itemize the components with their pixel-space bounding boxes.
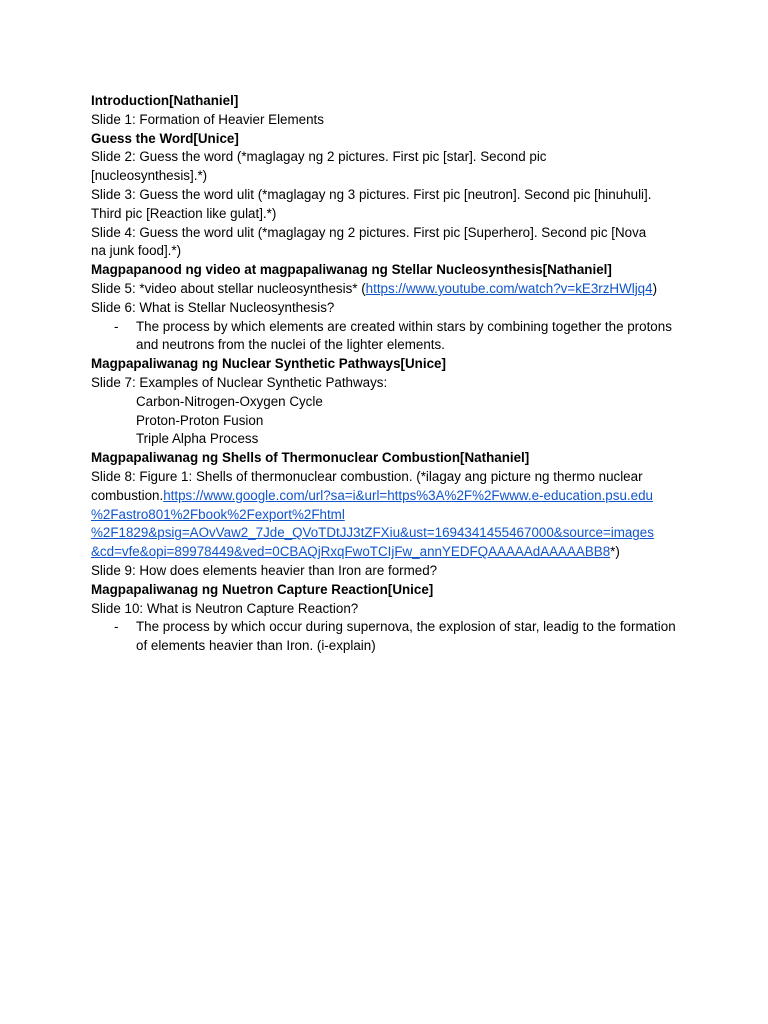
slide-8-text-line-5 xyxy=(91,543,681,562)
slide-8-text-line-3 xyxy=(91,506,681,525)
pathway-item: Triple Alpha Process xyxy=(136,431,259,447)
slide-5-text xyxy=(91,280,681,299)
pathway-item: Proton-Proton Fusion xyxy=(136,412,264,428)
slide-4-text-line-1: Slide 4: Guess the word ulit (*maglagay ng 2 pictures. First pic [Superhero]. Second pic [Nova xyxy=(91,224,647,240)
slide-8-text-line-1: Slide 8: Figure 1: Shells of thermonuclear combustion. (*ilagay ang picture ng thermo nuclear xyxy=(91,468,643,484)
slide-10-bullet-text: The process by which occur during supernova, the explosion of star, leadig to the formation of elements heavier than Iron. (i-explain) xyxy=(136,619,676,654)
heading-neutron-capture-reaction: Magpapaliwanag ng Nuetron Capture Reaction[Unice] xyxy=(91,581,434,597)
slide-8-google-link-part-1[interactable]: https://www.google.com/url?sa=i&url=https%3A%2F%2Fwww.e-education.psu.edu xyxy=(163,487,653,503)
slide-2-text-line-2: [nucleosynthesis].*) xyxy=(91,168,208,184)
slide-8-suffix: *) xyxy=(610,544,620,560)
heading-shells-thermonuclear-combustion: Magpapaliwanag ng Shells of Thermonuclear Combustion[Nathaniel] xyxy=(91,450,530,466)
slide-4-text-line-2: na junk food].*) xyxy=(91,243,182,259)
slide-5-suffix: ) xyxy=(652,280,658,296)
slide-10-bullet-item xyxy=(91,618,681,656)
slide-6-text: Slide 6: What is Stellar Nucleosynthesis? xyxy=(91,299,335,315)
bullet-dash: - xyxy=(114,619,119,635)
slide-6-bullet-item xyxy=(91,318,681,356)
slide-8-text-line-4 xyxy=(91,524,681,543)
slide-8-text-line-2 xyxy=(91,487,681,506)
pathway-item: Carbon-Nitrogen-Oxygen Cycle xyxy=(136,393,323,409)
bullet-dash: - xyxy=(114,318,119,334)
slide-3-text-line-1: Slide 3: Guess the word ulit (*maglagay ng 3 pictures. First pic [neutron]. Second pic [hinuhuli]. xyxy=(91,186,652,202)
slide-7-text: Slide 7: Examples of Nuclear Synthetic Pathways: xyxy=(91,374,388,390)
slide-1-text: Slide 1: Formation of Heavier Elements xyxy=(91,111,324,127)
heading-introduction: Introduction[Nathaniel] xyxy=(91,93,239,108)
slide-2-text-line-1: Slide 2: Guess the word (*maglagay ng 2 pictures. First pic [star]. Second pic xyxy=(91,149,547,165)
slide-5-prefix: Slide 5: *video about stellar nucleosynthesis* ( xyxy=(91,280,366,296)
slide-8-google-link-part-4[interactable]: &cd=vfe&opi=89978449&ved=0CBAQjRxqFwoTCIjFw_annYEDFQAAAAAdAAAAABB8 xyxy=(91,544,611,560)
slide-10-text: Slide 10: What is Neutron Capture Reaction? xyxy=(91,600,359,616)
slide-5-youtube-link[interactable]: https://www.youtube.com/watch?v=kE3rzHWljq4 xyxy=(365,280,653,296)
slide-6-bullet-text: The process by which elements are created within stars by combining together the protons and neutrons from the nuclei of the lighter elements. xyxy=(136,318,672,353)
slide-8-google-link-part-3[interactable]: %2F1829&psig=AOvVaw2_7Jde_QVoTDtJJ3tZFXiu&ust=1694341455467000&source=images xyxy=(91,525,654,541)
slide-8-google-link-part-2[interactable]: %2Fastro801%2Fbook%2Fexport%2Fhtml xyxy=(91,506,345,522)
heading-guess-the-word: Guess the Word[Unice] xyxy=(91,130,239,146)
heading-video-stellar-nucleosynthesis: Magpapanood ng video at magpapaliwanag ng Stellar Nucleosynthesis[Nathaniel] xyxy=(91,262,612,278)
slide-3-text-line-2: Third pic [Reaction like gulat].*) xyxy=(91,205,277,221)
heading-nuclear-synthetic-pathways: Magpapaliwanag ng Nuclear Synthetic Pathways[Unice] xyxy=(91,356,446,372)
slide-8-prefix: combustion. xyxy=(91,487,164,503)
document-body xyxy=(91,92,681,656)
slide-9-text: Slide 9: How does elements heavier than Iron are formed? xyxy=(91,562,438,578)
